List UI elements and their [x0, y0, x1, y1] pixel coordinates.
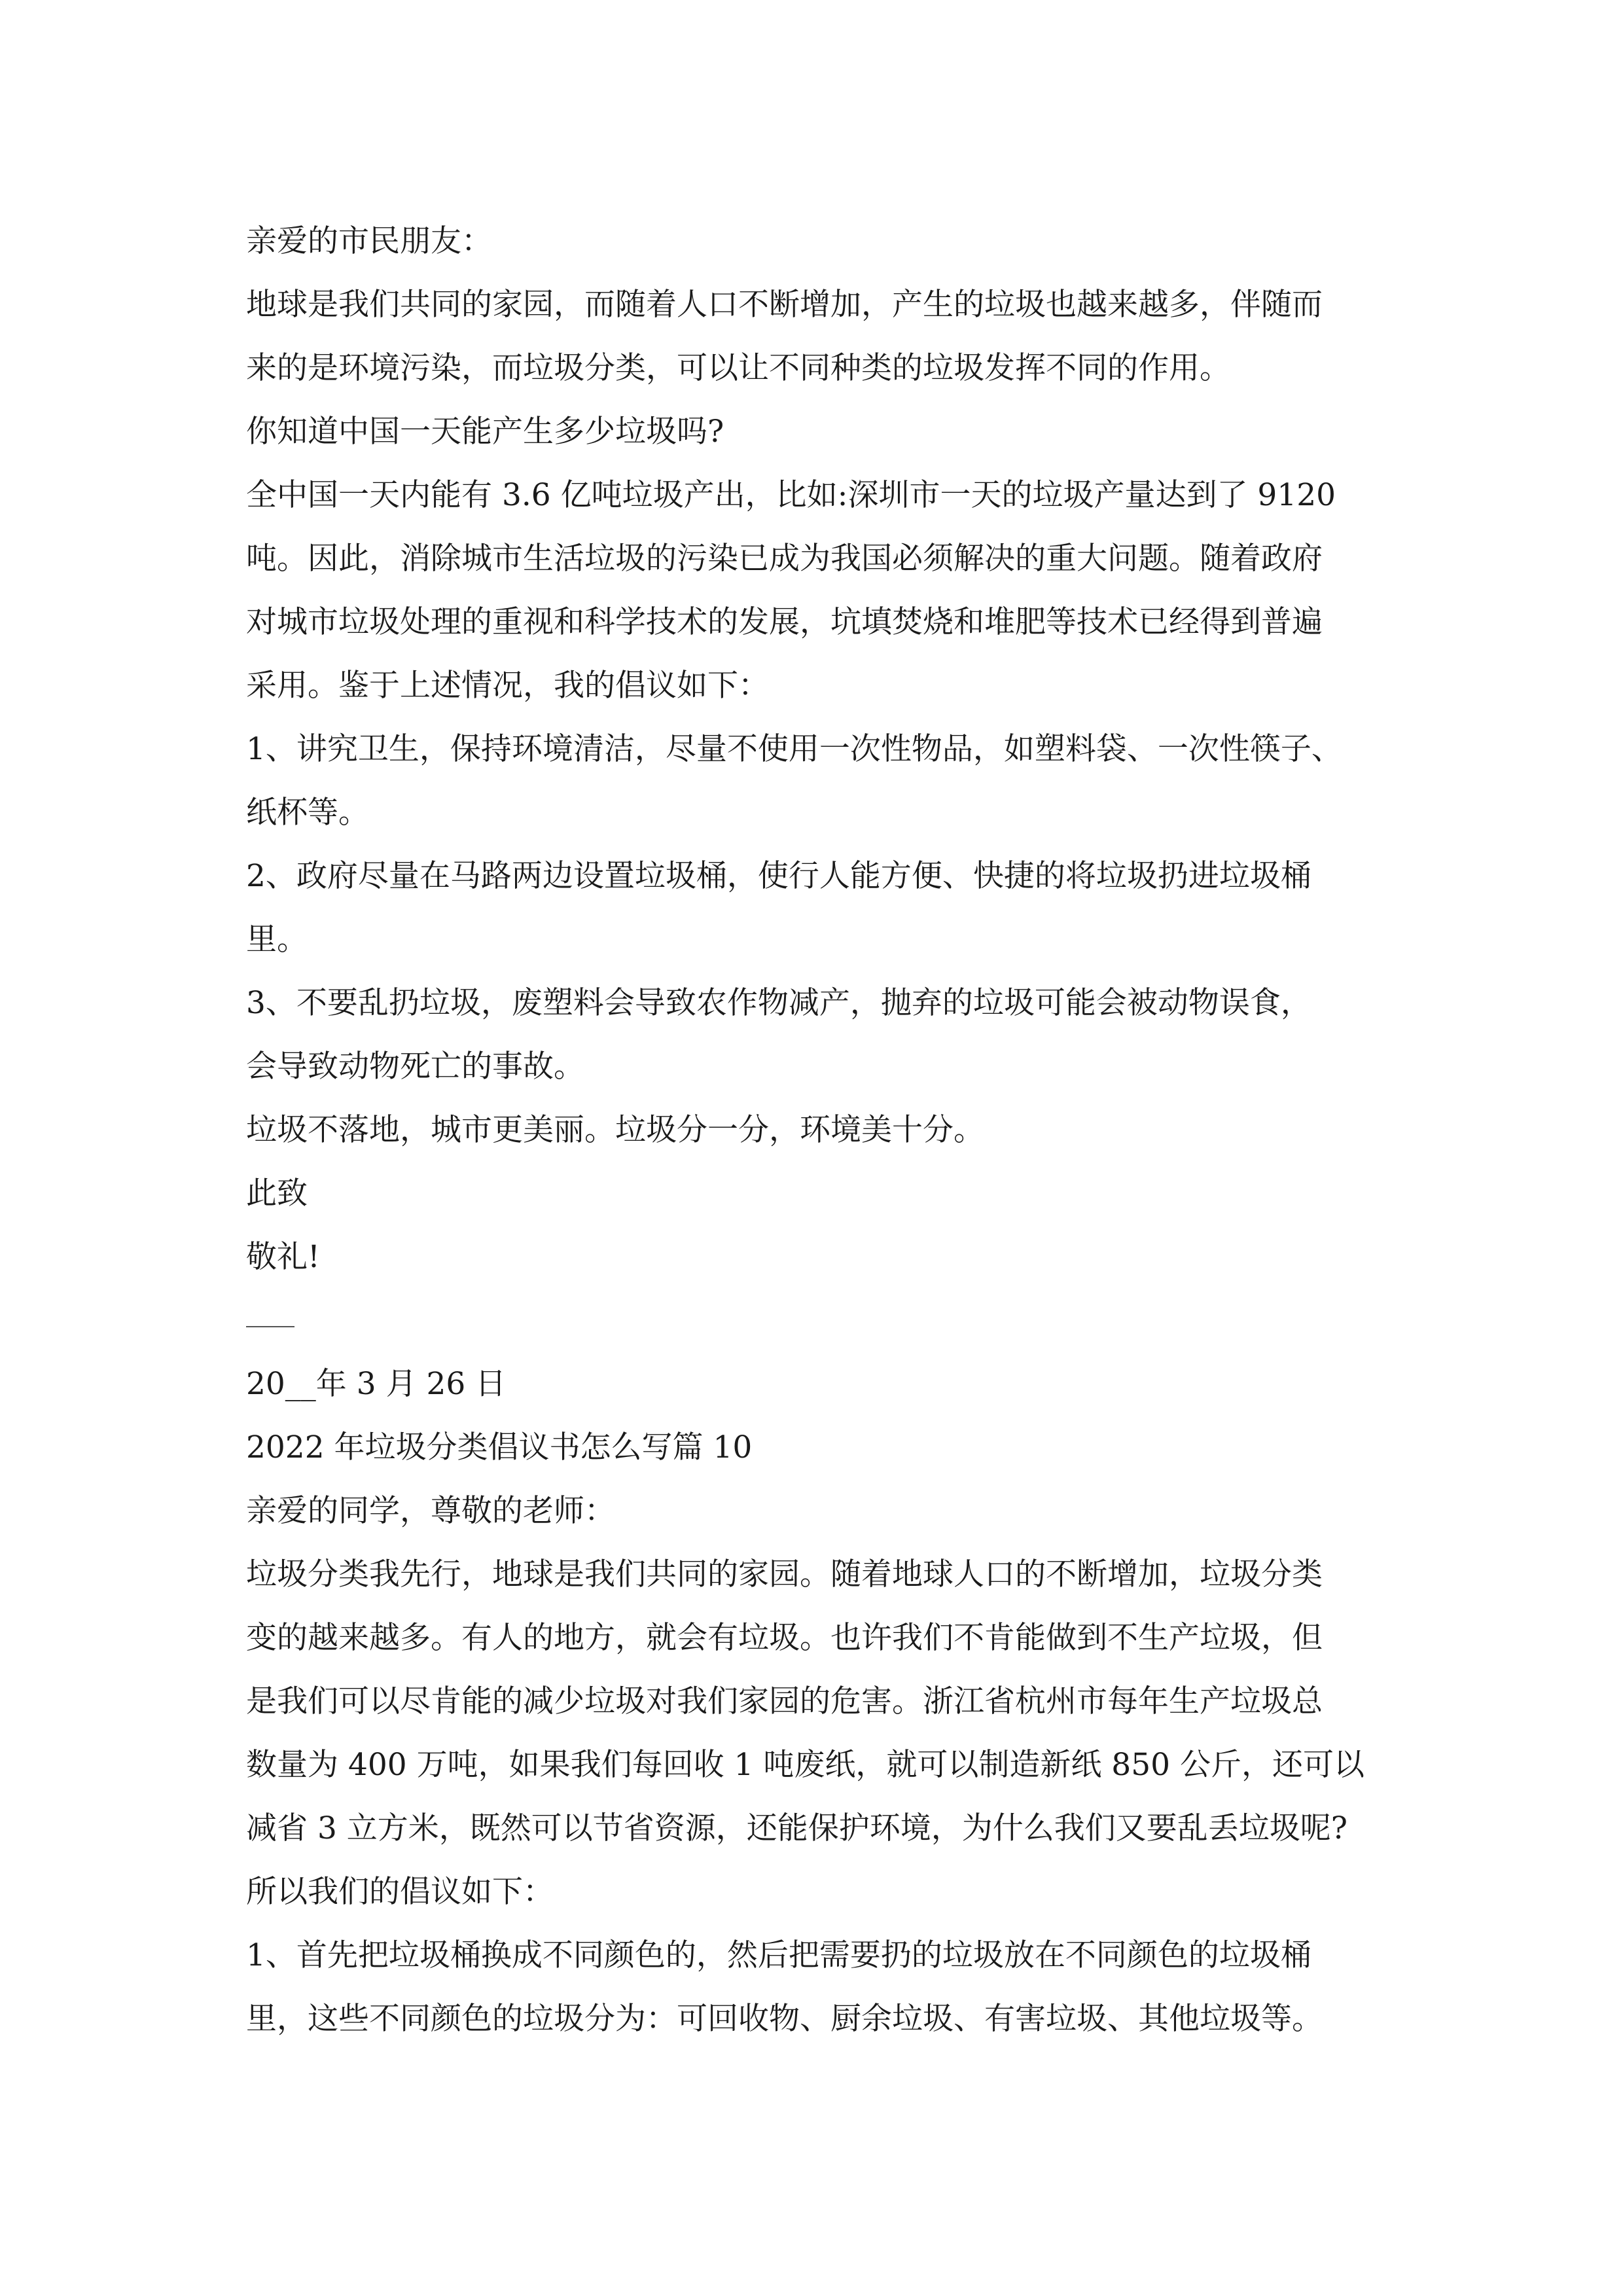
signature-blank [246, 1289, 1388, 1352]
list-item-3-cont: 会导致动物死亡的事故。 [246, 1049, 584, 1085]
document-body [246, 209, 1388, 2051]
list-item-2-cont: 里。 [246, 922, 308, 958]
signature-underline [246, 1326, 294, 1327]
list-item-1: 1、讲究卫生，保持环境清洁，尽量不使用一次性物品，如塑料袋、一次性筷子、 [246, 731, 1342, 767]
list-item-2: 2、政府尽量在马路两边设置垃圾桶，使行人能方便、快捷的将垃圾扔进垃圾桶 [246, 858, 1311, 894]
body-line: 对城市垃圾处理的重视和科学技术的发展，坑填焚烧和堆肥等技术已经得到普遍 [246, 604, 1323, 640]
salutation-2: 亲爱的同学，尊敬的老师： [246, 1493, 615, 1529]
body-line: 地球是我们共同的家园，而随着人口不断增加，产生的垃圾也越来越多，伴随而 [246, 287, 1323, 323]
body-line: 是我们可以尽肯能的减少垃圾对我们家园的危害。浙江省杭州市每年生产垃圾总 [246, 1683, 1323, 1719]
list-item-3: 3、不要乱扔垃圾，废塑料会导致农作物减产，抛弃的垃圾可能会被动物误食， [246, 985, 1311, 1021]
closing: 此致 [246, 1175, 308, 1211]
body-line: 你知道中国一天能产生多少垃圾吗? [246, 414, 724, 450]
date-line: 20__年 3 月 26 日 [246, 1366, 507, 1402]
slogan: 垃圾不落地，城市更美丽。垃圾分一分，环境美十分。 [246, 1112, 984, 1148]
list-item-1-cont: 纸杯等。 [246, 795, 369, 831]
body-line: 来的是环境污染，而垃圾分类，可以让不同种类的垃圾发挥不同的作用。 [246, 350, 1230, 386]
body-line: 数量为 400 万吨，如果我们每回收 1 吨废纸，就可以制造新纸 850 公斤，还可以 [246, 1747, 1364, 1783]
body-line: 采用。鉴于上述情况，我的倡议如下： [246, 668, 769, 704]
closing-regards: 敬礼! [246, 1239, 320, 1275]
section-title: 2022 年垃圾分类倡议书怎么写篇 10 [246, 1429, 753, 1465]
body-line: 变的越来越多。有人的地方，就会有垃圾。也许我们不肯能做到不生产垃圾，但 [246, 1620, 1323, 1656]
body-line: 垃圾分类我先行，地球是我们共同的家园。随着地球人口的不断增加，垃圾分类 [246, 1556, 1323, 1592]
list-item-1b-cont: 里，这些不同颜色的垃圾分为：可回收物、厨余垃圾、有害垃圾、其他垃圾等。 [246, 2001, 1323, 2037]
body-line: 减省 3 立方米，既然可以节省资源，还能保护环境，为什么我们又要乱丢垃圾呢? [246, 1810, 1347, 1846]
list-item-1b: 1、首先把垃圾桶换成不同颜色的，然后把需要扔的垃圾放在不同颜色的垃圾桶 [246, 1937, 1311, 1973]
body-line: 吨。因此，消除城市生活垃圾的污染已成为我国必须解决的重大问题。随着政府 [246, 541, 1323, 577]
body-line: 全中国一天内能有 3.6 亿吨垃圾产出，比如:深圳市一天的垃圾产量达到了 9120 [246, 477, 1336, 513]
salutation: 亲爱的市民朋友： [246, 223, 492, 259]
body-line: 所以我们的倡议如下： [246, 1874, 554, 1910]
